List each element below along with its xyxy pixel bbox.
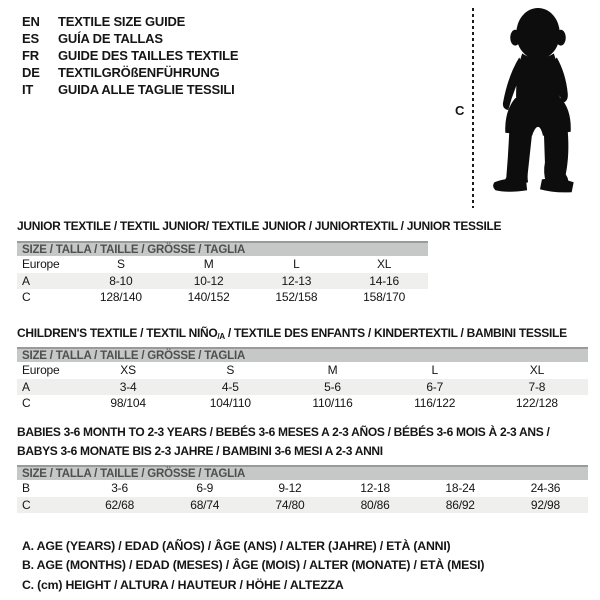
babies-table-title	[17, 423, 549, 461]
table-cell: 92/98	[530, 497, 560, 512]
table-cell: 122/128	[515, 396, 558, 411]
title-text: / TEXTILE DES ENFANTS / KINDERTEXTIL / BAMBINI TESSILE	[224, 326, 567, 340]
table-cell: 110/116	[312, 396, 353, 411]
table-cell: 86/92	[445, 497, 475, 512]
language-title: TEXTILGRÖßENFÜHRUNG	[58, 65, 220, 80]
babies-size-table	[17, 465, 588, 513]
language-code: ES	[22, 31, 39, 46]
footnote-legend	[22, 539, 484, 597]
table-cell: 128/140	[99, 290, 142, 305]
table-cell: XL	[529, 363, 545, 378]
table-cell: 152/158	[275, 290, 318, 305]
table-cell: 5-6	[324, 379, 341, 394]
children-size-table	[17, 347, 588, 412]
row-label: A	[22, 379, 30, 394]
size-header-bar: SIZE / TALLA / TAILLE / GRÖSSE / TAGLIA	[17, 465, 588, 480]
table-cell: 14-16	[369, 273, 399, 288]
language-title: GUIDE DES TAILLES TEXTILE	[58, 48, 239, 63]
table-cell: 9-12	[278, 481, 302, 496]
language-row	[22, 64, 238, 81]
table-row	[17, 480, 588, 497]
junior-size-table	[17, 241, 428, 306]
row-label: C	[22, 497, 31, 512]
height-dashed-line	[472, 8, 474, 208]
table-row	[17, 497, 588, 514]
table-body	[17, 362, 588, 412]
table-cell: M	[327, 363, 338, 378]
table-cell: 24-36	[530, 481, 561, 496]
table-cell: 3-6	[111, 481, 128, 496]
title-subscript: /A	[217, 332, 225, 341]
row-label: C	[22, 396, 31, 411]
table-cell: 12-13	[281, 273, 312, 288]
language-code: IT	[22, 82, 34, 97]
table-cell: 98/104	[110, 396, 146, 411]
table-cell: 4-5	[221, 379, 239, 394]
language-row	[22, 13, 238, 30]
table-cell: 6-9	[196, 481, 214, 496]
row-label: C	[22, 290, 31, 305]
table-row	[17, 395, 588, 412]
baby-silhouette-icon	[481, 4, 595, 212]
table-row	[17, 379, 588, 396]
footnote-line: A. AGE (YEARS) / EDAD (AÑOS) / ÂGE (ANS) / ALTER (JAHRE) / ETÀ (ANNI)	[22, 539, 451, 553]
table-cell: 6-7	[426, 379, 444, 394]
table-cell: 158/170	[363, 290, 406, 305]
table-row	[17, 256, 428, 273]
language-title: TEXTILE SIZE GUIDE	[58, 14, 186, 29]
row-label: Europe	[22, 257, 60, 272]
table-row	[17, 289, 428, 306]
table-cell: L	[431, 363, 438, 378]
title-line-1: BABIES 3-6 MONTH TO 2-3 YEARS / BEBÉS 3-6 MESES A 2-3 AÑOS / BÉBÉS 3-6 MOIS À 2-3 ANS /	[17, 425, 550, 439]
language-code: DE	[22, 65, 40, 80]
table-cell: 8-10	[109, 273, 133, 288]
junior-table-title: JUNIOR TEXTILE / TEXTIL JUNIOR/ TEXTILE JUNIOR / JUNIORTEXTIL / JUNIOR TESSILE	[17, 219, 502, 233]
footnote-line: C. (cm) HEIGHT / ALTURA / HAUTEUR / HÖHE / ALTEZZA	[22, 577, 344, 592]
size-header-bar: SIZE / TALLA / TAILLE / GRÖSSE / TAGLIA	[17, 241, 428, 256]
table-cell: 116/122	[414, 396, 456, 411]
table-cell: 140/152	[187, 290, 230, 305]
language-code: FR	[22, 48, 39, 63]
language-code: EN	[22, 14, 40, 29]
table-cell: XS	[120, 363, 136, 378]
table-row	[17, 273, 428, 290]
table-cell: S	[116, 257, 125, 272]
language-row	[22, 81, 238, 98]
row-label: Europe	[22, 363, 60, 378]
children-table-title	[17, 326, 567, 341]
table-cell: 3-4	[119, 379, 137, 394]
table-cell: 104/110	[209, 396, 251, 411]
table-cell: S	[226, 363, 235, 378]
language-title: GUÍA DE TALLAS	[58, 31, 163, 46]
table-cell: L	[293, 257, 300, 272]
table-body	[17, 480, 588, 513]
table-cell: 80/86	[360, 497, 390, 512]
table-cell: 62/68	[105, 497, 135, 512]
table-cell: 68/74	[190, 497, 220, 512]
row-label: A	[22, 273, 30, 288]
footnote-line: B. AGE (MONTHS) / EDAD (MESES) / ÂGE (MOIS) / ALTER (MONATE) / ETÀ (MESI)	[22, 558, 485, 573]
table-cell: 10-12	[193, 273, 224, 288]
title-text: CHILDREN'S TEXTILE / TEXTIL NIÑO	[17, 326, 218, 340]
table-cell: 12-18	[360, 481, 390, 496]
title-line-2: BABYS 3-6 MONATE BIS 2-3 JAHRE / BAMBINI 3-6 MESI A 2-3 ANNI	[17, 444, 383, 458]
table-cell: 18-24	[445, 481, 476, 496]
language-title: GUIDA ALLE TAGLIE TESSILI	[58, 82, 235, 97]
table-cell: XL	[376, 257, 392, 272]
language-row	[22, 30, 238, 47]
size-header-bar: SIZE / TALLA / TAILLE / GRÖSSE / TAGLIA	[17, 347, 588, 362]
row-label: B	[22, 481, 30, 496]
table-body	[17, 256, 428, 306]
height-marker-label: C	[455, 103, 465, 118]
table-cell: M	[203, 257, 214, 272]
language-row	[22, 47, 238, 64]
table-cell: 74/80	[275, 497, 305, 512]
table-row	[17, 362, 588, 379]
table-cell: 7-8	[528, 379, 546, 394]
language-title-list	[22, 13, 238, 98]
